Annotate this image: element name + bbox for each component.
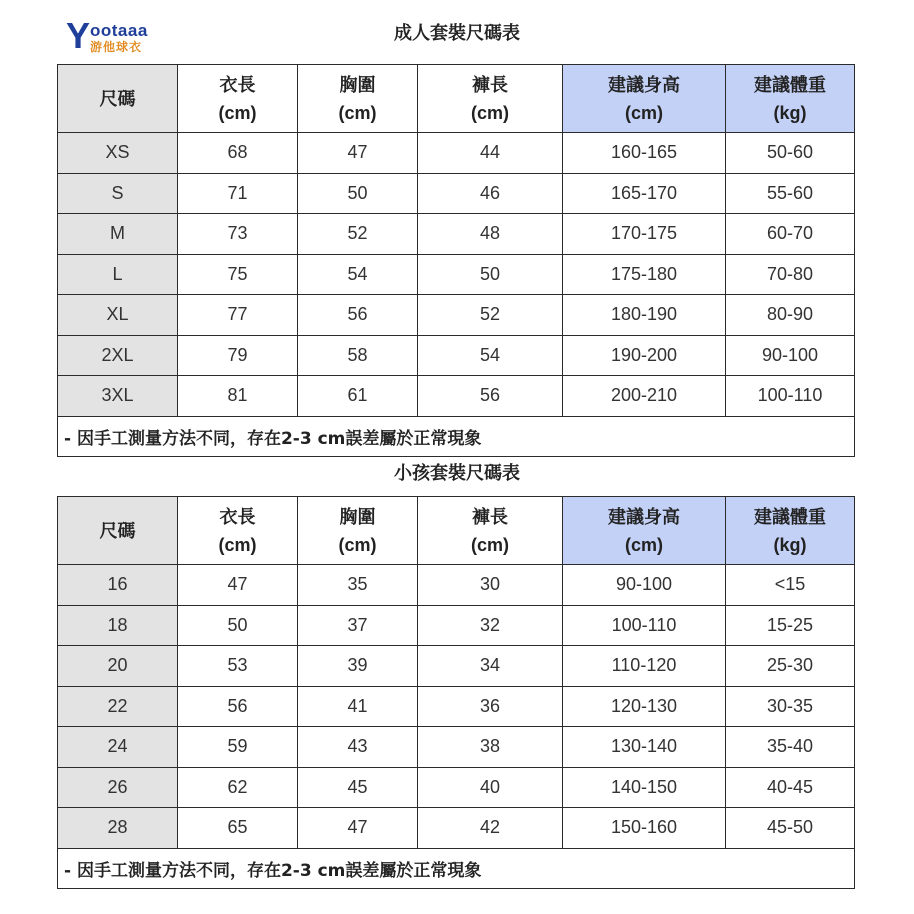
size-label-cell: M: [58, 214, 178, 255]
adult-size-table: [57, 64, 855, 457]
table-cell: 47: [298, 808, 418, 849]
table-cell: 50-60: [726, 133, 855, 174]
table-cell: 150-160: [563, 808, 726, 849]
table-cell: 45-50: [726, 808, 855, 849]
table-cell: 170-175: [563, 214, 726, 255]
size-label-cell: 22: [58, 686, 178, 727]
column-header-label: 衣長: [219, 74, 256, 95]
kids-size-table: [57, 496, 855, 889]
table-cell: 65: [178, 808, 298, 849]
size-label-cell: 16: [58, 565, 178, 606]
size-label-cell: XL: [58, 295, 178, 336]
column-header-label: 建議體重: [754, 506, 826, 527]
table-cell: 47: [178, 565, 298, 606]
table-cell: 90-100: [726, 335, 855, 376]
table-cell: 50: [418, 254, 563, 295]
table-header-row: [58, 497, 855, 565]
table-cell: 165-170: [563, 173, 726, 214]
measurement-note: - 因手工測量方法不同，存在2-3 cm誤差屬於正常現象: [58, 416, 855, 456]
table-cell: 40: [418, 767, 563, 808]
table-cell: 180-190: [563, 295, 726, 336]
table-row: [58, 335, 855, 376]
table-cell: <15: [726, 565, 855, 606]
size-label-cell: 26: [58, 767, 178, 808]
table-cell: 44: [418, 133, 563, 174]
table-cell: 80-90: [726, 295, 855, 336]
column-header-unit: (cm): [338, 534, 377, 555]
table-cell: 38: [418, 727, 563, 768]
column-header: [726, 497, 855, 565]
size-label-cell: 20: [58, 646, 178, 687]
column-header-unit: (cm): [218, 102, 257, 123]
table-cell: 40-45: [726, 767, 855, 808]
table-cell: 120-130: [563, 686, 726, 727]
adult-table-body: [58, 65, 855, 457]
table-cell: 52: [418, 295, 563, 336]
table-cell: 30: [418, 565, 563, 606]
column-header: [563, 65, 726, 133]
table-cell: 41: [298, 686, 418, 727]
table-cell: 60-70: [726, 214, 855, 255]
column-header: [418, 497, 563, 565]
table-row: [58, 295, 855, 336]
table-row: [58, 808, 855, 849]
table-row: [58, 254, 855, 295]
column-header: [298, 497, 418, 565]
table-cell: 77: [178, 295, 298, 336]
table-cell: 58: [298, 335, 418, 376]
table-cell: 45: [298, 767, 418, 808]
size-label-cell: XS: [58, 133, 178, 174]
kids-table-body: [58, 497, 855, 889]
column-header-unit: (kg): [773, 102, 807, 123]
table-cell: 56: [298, 295, 418, 336]
column-header-unit: (cm): [624, 534, 663, 555]
column-header-label: 胸圍: [339, 506, 376, 527]
size-label-cell: 3XL: [58, 376, 178, 417]
table-cell: 140-150: [563, 767, 726, 808]
table-cell: 55-60: [726, 173, 855, 214]
table-header-row: [58, 65, 855, 133]
table-cell: 68: [178, 133, 298, 174]
size-label-cell: 24: [58, 727, 178, 768]
column-header: [418, 65, 563, 133]
table-cell: 130-140: [563, 727, 726, 768]
column-header-label: 衣長: [219, 506, 256, 527]
table-row: [58, 133, 855, 174]
table-cell: 48: [418, 214, 563, 255]
column-header: [726, 65, 855, 133]
logo-wordmark: ootaaa: [90, 21, 148, 40]
table-cell: 160-165: [563, 133, 726, 174]
size-label-cell: 18: [58, 605, 178, 646]
logo-letter: Y: [66, 15, 91, 56]
table-row: [58, 727, 855, 768]
size-label-cell: 28: [58, 808, 178, 849]
table-row: [58, 646, 855, 687]
column-header-unit: (cm): [218, 534, 257, 555]
table-cell: 100-110: [563, 605, 726, 646]
table-cell: 73: [178, 214, 298, 255]
column-header: [298, 65, 418, 133]
column-header: [58, 497, 178, 565]
table-cell: 34: [418, 646, 563, 687]
table-cell: 35-40: [726, 727, 855, 768]
table-cell: 56: [418, 376, 563, 417]
table-cell: 54: [418, 335, 563, 376]
column-header-label: 褲長: [472, 506, 508, 527]
table-row: [58, 686, 855, 727]
table-cell: 175-180: [563, 254, 726, 295]
column-header-label: 建議體重: [754, 74, 826, 95]
table-cell: 81: [178, 376, 298, 417]
table-cell: 43: [298, 727, 418, 768]
size-label-cell: S: [58, 173, 178, 214]
table-cell: 32: [418, 605, 563, 646]
table-cell: 54: [298, 254, 418, 295]
table-cell: 15-25: [726, 605, 855, 646]
table-cell: 47: [298, 133, 418, 174]
column-header-label: 褲長: [472, 74, 508, 95]
logo-subtitle: 游他球衣: [90, 40, 143, 54]
adult-size-chart-title: 成人套裝尺碼表: [394, 23, 520, 44]
table-cell: 190-200: [563, 335, 726, 376]
column-header-label: 尺碼: [99, 520, 136, 541]
table-cell: 36: [418, 686, 563, 727]
table-cell: 30-35: [726, 686, 855, 727]
table-cell: 53: [178, 646, 298, 687]
column-header-unit: (kg): [773, 534, 807, 555]
column-header: [178, 65, 298, 133]
table-row: [58, 173, 855, 214]
table-cell: 90-100: [563, 565, 726, 606]
table-cell: 100-110: [726, 376, 855, 417]
table-cell: 110-120: [563, 646, 726, 687]
table-cell: 79: [178, 335, 298, 376]
column-header-unit: (cm): [470, 534, 509, 555]
column-header-label: 尺碼: [99, 88, 136, 109]
column-header-label: 胸圍: [339, 74, 376, 95]
table-cell: 56: [178, 686, 298, 727]
column-header-unit: (cm): [470, 102, 509, 123]
size-label-cell: L: [58, 254, 178, 295]
size-label-cell: 2XL: [58, 335, 178, 376]
table-row: [58, 376, 855, 417]
table-cell: 39: [298, 646, 418, 687]
column-header: [563, 497, 726, 565]
table-cell: 37: [298, 605, 418, 646]
column-header-unit: (cm): [624, 102, 663, 123]
table-cell: 42: [418, 808, 563, 849]
table-cell: 35: [298, 565, 418, 606]
column-header-label: 建議身高: [608, 506, 680, 527]
table-row: [58, 605, 855, 646]
table-cell: 46: [418, 173, 563, 214]
table-cell: 50: [178, 605, 298, 646]
table-cell: 75: [178, 254, 298, 295]
measurement-note-row: [58, 416, 855, 456]
table-cell: 70-80: [726, 254, 855, 295]
column-header: [58, 65, 178, 133]
table-row: [58, 565, 855, 606]
column-header: [178, 497, 298, 565]
table-row: [58, 214, 855, 255]
table-cell: 61: [298, 376, 418, 417]
table-cell: 71: [178, 173, 298, 214]
column-header-label: 建議身高: [608, 74, 680, 95]
column-header-unit: (cm): [338, 102, 377, 123]
table-cell: 59: [178, 727, 298, 768]
measurement-note: - 因手工測量方法不同，存在2-3 cm誤差屬於正常現象: [58, 848, 855, 888]
kids-size-chart-title: 小孩套裝尺碼表: [394, 463, 520, 484]
table-cell: 52: [298, 214, 418, 255]
measurement-note-row: [58, 848, 855, 888]
table-cell: 62: [178, 767, 298, 808]
table-cell: 50: [298, 173, 418, 214]
table-row: [58, 767, 855, 808]
table-cell: 25-30: [726, 646, 855, 687]
table-cell: 200-210: [563, 376, 726, 417]
